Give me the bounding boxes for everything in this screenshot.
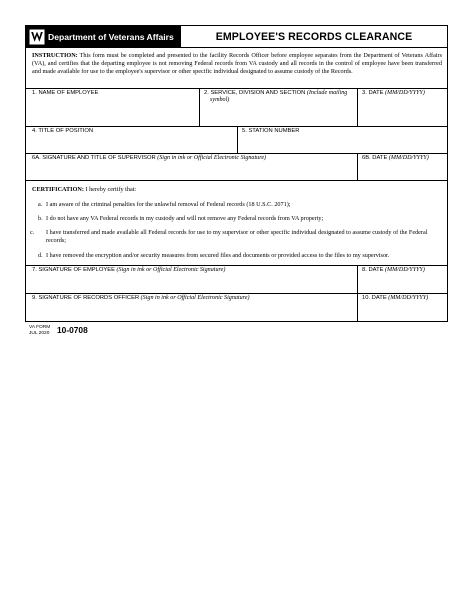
employee-name-label: 1. NAME OF EMPLOYEE (32, 90, 99, 96)
col-divider (237, 126, 238, 153)
position-title-label: 4. TITLE OF POSITION (32, 128, 94, 134)
certification-item (38, 201, 436, 209)
form-label: VA FORM (29, 325, 51, 330)
employee-signature-note: (Sign in ink or Official Electronic Signature) (116, 267, 226, 273)
station-number-label: 5. STATION NUMBER (242, 128, 300, 134)
item-text: I am aware of the criminal penalties for the unlawful removal of Federal records (18 U.S.C. 2071); (46, 201, 291, 208)
col-divider (357, 153, 358, 180)
item-letter: a. (38, 201, 43, 208)
service-division-field[interactable] (204, 90, 354, 125)
date-6b-label: 6B. DATE (362, 155, 388, 161)
supervisor-signature-note: (Sign in ink or Official Electronic Signature) (157, 155, 267, 161)
employee-name-field[interactable] (32, 90, 192, 125)
certification-item (30, 229, 444, 245)
certification-block (32, 186, 442, 194)
item-letter: d. (38, 252, 43, 259)
date-8-label: 8. DATE (362, 267, 384, 273)
service-division-note: (Include mailing symbol) (210, 90, 348, 104)
records-officer-signature-field[interactable] (32, 295, 354, 321)
date-8-note: (MM/DD/YYYY) (384, 267, 425, 273)
certification-item (38, 215, 436, 223)
row-divider (26, 180, 447, 181)
date-6b-note: (MM/DD/YYYY) (388, 155, 429, 161)
records-officer-signature-note: (Sign in ink or Official Electronic Signature) (140, 295, 250, 301)
certification-item (38, 252, 436, 260)
employee-signature-field[interactable] (32, 267, 354, 292)
form-date: JUL 2020 (29, 331, 50, 336)
records-clearance-form (25, 25, 448, 322)
date-field-10[interactable] (362, 295, 444, 321)
date-field-8[interactable] (362, 267, 444, 292)
item-letter: c. (30, 229, 35, 236)
agency-banner (26, 26, 181, 47)
supervisor-signature-label: 6A. SIGNATURE AND TITLE OF SUPERVISOR (32, 155, 156, 161)
date-3-note: (MM/DD/YYYY) (384, 90, 425, 96)
date-10-label: 10. DATE (362, 295, 387, 301)
date-field-3[interactable] (362, 90, 444, 125)
item-text: I have removed the encryption and/or security measures from secured files and documents or provided access to the files to my supervisor. (46, 252, 390, 259)
service-division-label: 2. SERVICE, DIVISION AND SECTION (204, 90, 306, 96)
certification-label: CERTIFICATION: (32, 186, 84, 193)
supervisor-signature-field[interactable] (32, 155, 354, 179)
form-title: EMPLOYEE'S RECORDS CLEARANCE (215, 30, 413, 43)
item-letter: b. (38, 215, 43, 222)
col-divider (357, 265, 358, 322)
va-seal-icon (29, 29, 45, 45)
agency-name: Department of Veterans Affairs (48, 31, 174, 42)
item-text: I do not have any VA Federal records in my custody and will not remove any Federal records from VA property; (46, 215, 324, 222)
form-header (26, 26, 447, 48)
instruction-label: INSTRUCTION: (32, 52, 78, 59)
instruction-text: This form must be completed and presented to the facility Records Officer before employee separates from the Department of Veterans Affairs (VA), and certifies that the departing employee is not removing Federal records from VA custody and all records in the control of employee have been transferred and made available for use to the employee's supervisor or other specific individual designated to assume custody of the Records. (32, 52, 443, 76)
records-officer-signature-label: 9. SIGNATURE OF RECORDS OFFICER (32, 295, 140, 301)
position-title-field[interactable] (32, 128, 232, 152)
col-divider (199, 88, 200, 126)
station-number-field[interactable] (242, 128, 442, 152)
certification-intro: I hereby certify that: (85, 186, 137, 193)
row-divider (26, 153, 447, 154)
date-3-label: 3. DATE (362, 90, 384, 96)
row-divider (26, 88, 447, 89)
col-divider (357, 88, 358, 126)
instruction-block (32, 52, 442, 76)
row-divider (26, 265, 447, 266)
item-text: I have transferred and made available all Federal records for use to my supervisor or other specific individual designated to assume custody of the Federal records; (46, 229, 428, 244)
date-field-6b[interactable] (362, 155, 444, 179)
row-divider (26, 293, 447, 294)
form-identifier (29, 325, 50, 337)
date-10-note: (MM/DD/YYYY) (388, 295, 429, 301)
employee-signature-label: 7. SIGNATURE OF EMPLOYEE (32, 267, 115, 273)
form-number: 10-0708 (57, 325, 88, 335)
